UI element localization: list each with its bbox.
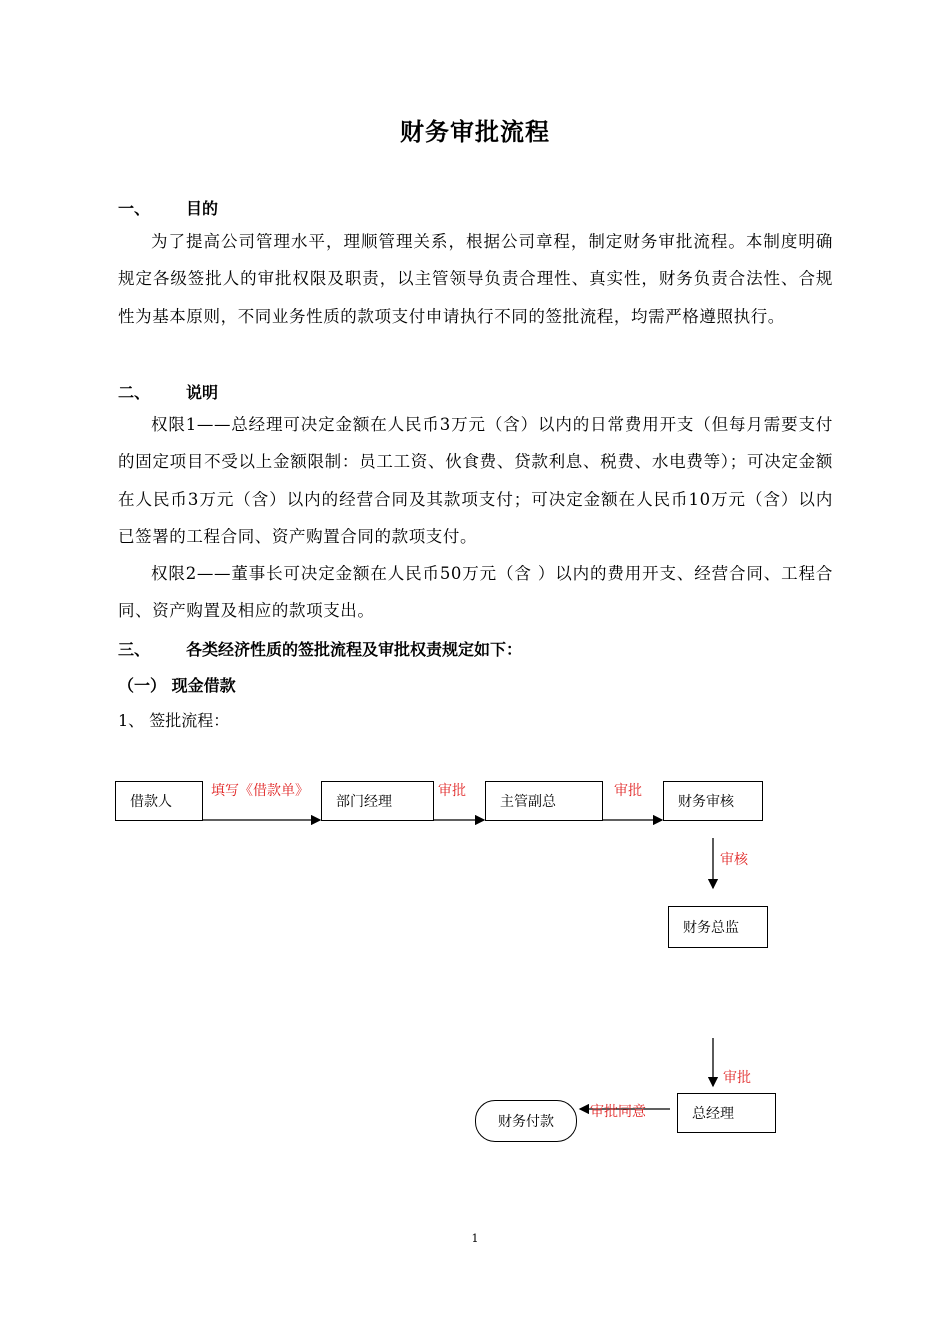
page-title: 财务审批流程 <box>400 118 550 146</box>
section-number: 一、 <box>118 199 151 218</box>
section-title: 说明 <box>186 383 219 402</box>
authority-2-paragraph: 权限2——董事长可决定金额在人民币50万元（含 ）以内的费用开支、经营合同、工程合同、资产购置及相应的款项支出。 <box>118 564 833 621</box>
section-title: 各类经济性质的签批流程及审批权责规定如下： <box>186 640 523 659</box>
section-number: 二、 <box>118 383 151 402</box>
flow-label-approve-agree: 审批同意 <box>590 1104 646 1120</box>
authority-1-paragraph: 权限1——总经理可决定金额在人民币3万元（含）以内的日常费用开支（但每月需要支付的固定项目不受以上金额限制：员工工资、伙食费、贷款利息、税费、水电费等）；可决定金额在人民币3万元（含）以内的经营合同及其款项支付；可决定金额在人民币10万元（含）以内已签署的工程合同、资产购置合同的款项支付。 <box>118 415 833 546</box>
flow-label-approve-3: 审批 <box>723 1070 751 1086</box>
flow-node-payment: 财务付款 <box>475 1100 577 1142</box>
flow-label-approve-1: 审批 <box>438 783 466 799</box>
flow-node-finance-review: 财务审核 <box>663 781 763 821</box>
flow-label-review: 审核 <box>720 852 748 868</box>
section-number: 三、 <box>118 640 151 659</box>
flow-node-vp: 主管副总 <box>485 781 603 821</box>
flow-node-dept-manager: 部门经理 <box>321 781 434 821</box>
item-approval-flow: 1、 签批流程： <box>118 711 230 730</box>
flow-label-fill-form: 填写《借款单》 <box>211 783 309 799</box>
flow-node-borrower: 借款人 <box>115 781 203 821</box>
flow-node-finance-director: 财务总监 <box>668 906 768 948</box>
page-number: 1 <box>471 1232 479 1245</box>
purpose-paragraph: 为了提高公司管理水平，理顺管理关系，根据公司章程，制定财务审批流程。本制度明确规定各级签批人的审批权限及职责，以主管领导负责合理性、真实性，财务负责合法性、合规性为基本原则，不同业务性质的款项支付申请执行不同的签批流程，均需严格遵照执行。 <box>118 232 833 326</box>
subsection-cash-loan: （一） 现金借款 <box>118 676 236 695</box>
flow-node-general-manager: 总经理 <box>677 1093 776 1133</box>
section-title: 目的 <box>186 199 219 218</box>
flow-label-approve-2: 审批 <box>614 783 642 799</box>
